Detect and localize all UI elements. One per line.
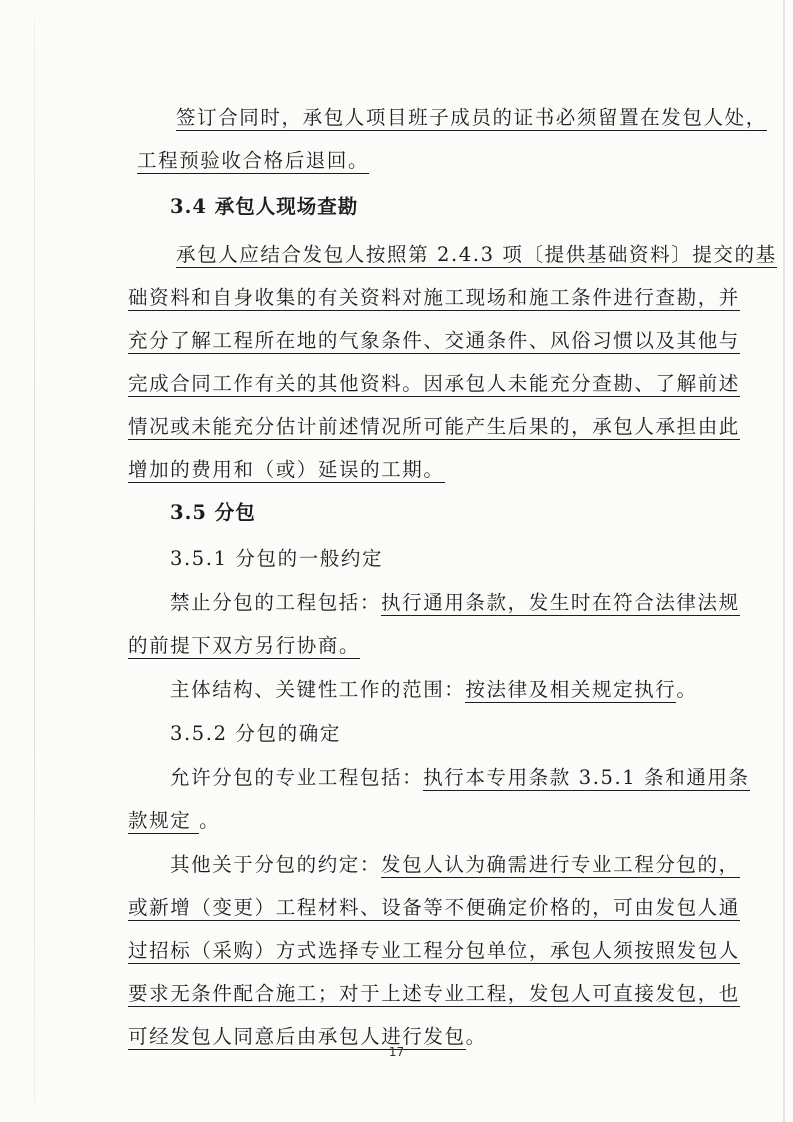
text-line: 工程预验收合格后退回。 [137, 149, 370, 172]
text-line: 可经发包人同意后由承包人进行发包。 [128, 1025, 487, 1048]
subsection-heading: 3.5.1 分包的一般约定 [170, 547, 384, 570]
subsection-heading: 3.5.2 分包的确定 [170, 722, 341, 745]
text-line: 情况或未能充分估计前述情况所可能产生后果的，承包人承担由此 [128, 415, 740, 438]
section-heading: 3.4 承包人现场查勘 [170, 195, 359, 218]
text-line: 完成合同工作有关的其他资料。因承包人未能充分查勘、了解前述 [128, 372, 740, 395]
text-line: 础资料和自身收集的有关资料对施工现场和施工条件进行查勘，并 [128, 286, 740, 309]
scan-edge-right [783, 0, 785, 1122]
text-line: 的前提下双方另行协商。 [128, 634, 361, 657]
text-line: 充分了解工程所在地的气象条件、交通条件、风俗习惯以及其他与 [128, 329, 740, 352]
section-heading: 3.5 分包 [170, 501, 256, 524]
text-line: 其他关于分包的约定：发包人认为确需进行专业工程分包的， [170, 853, 740, 876]
text-line: 签订合同时，承包人项目班子成员的证书必须留置在发包人处， [176, 106, 767, 129]
text-line: 款规定 。 [128, 809, 221, 832]
text-line: 或新增（变更）工程材料、设备等不便确定价格的，可由发包人通 [128, 896, 740, 919]
scan-edge-left [34, 20, 35, 1102]
text-line: 增加的费用和（或）延误的工期。 [128, 458, 445, 481]
page-number: 17 [388, 1045, 405, 1059]
text-line: 禁止分包的工程包括：执行通用条款，发生时在符合法律法规 [170, 591, 740, 614]
text-line: 主体结构、关键性工作的范围：按法律及相关规定执行。 [170, 678, 698, 701]
text-line: 允许分包的专业工程包括：执行本专用条款 3.5.1 条和通用条 [170, 766, 750, 789]
text-line: 承包人应结合发包人按照第 2.4.3 项〔提供基础资料〕提交的基 [176, 243, 777, 266]
text-line: 过招标（采购）方式选择专业工程分包单位，承包人须按照发包人 [128, 939, 740, 962]
text-line: 要求无条件配合施工；对于上述专业工程，发包人可直接发包，也 [128, 982, 740, 1005]
